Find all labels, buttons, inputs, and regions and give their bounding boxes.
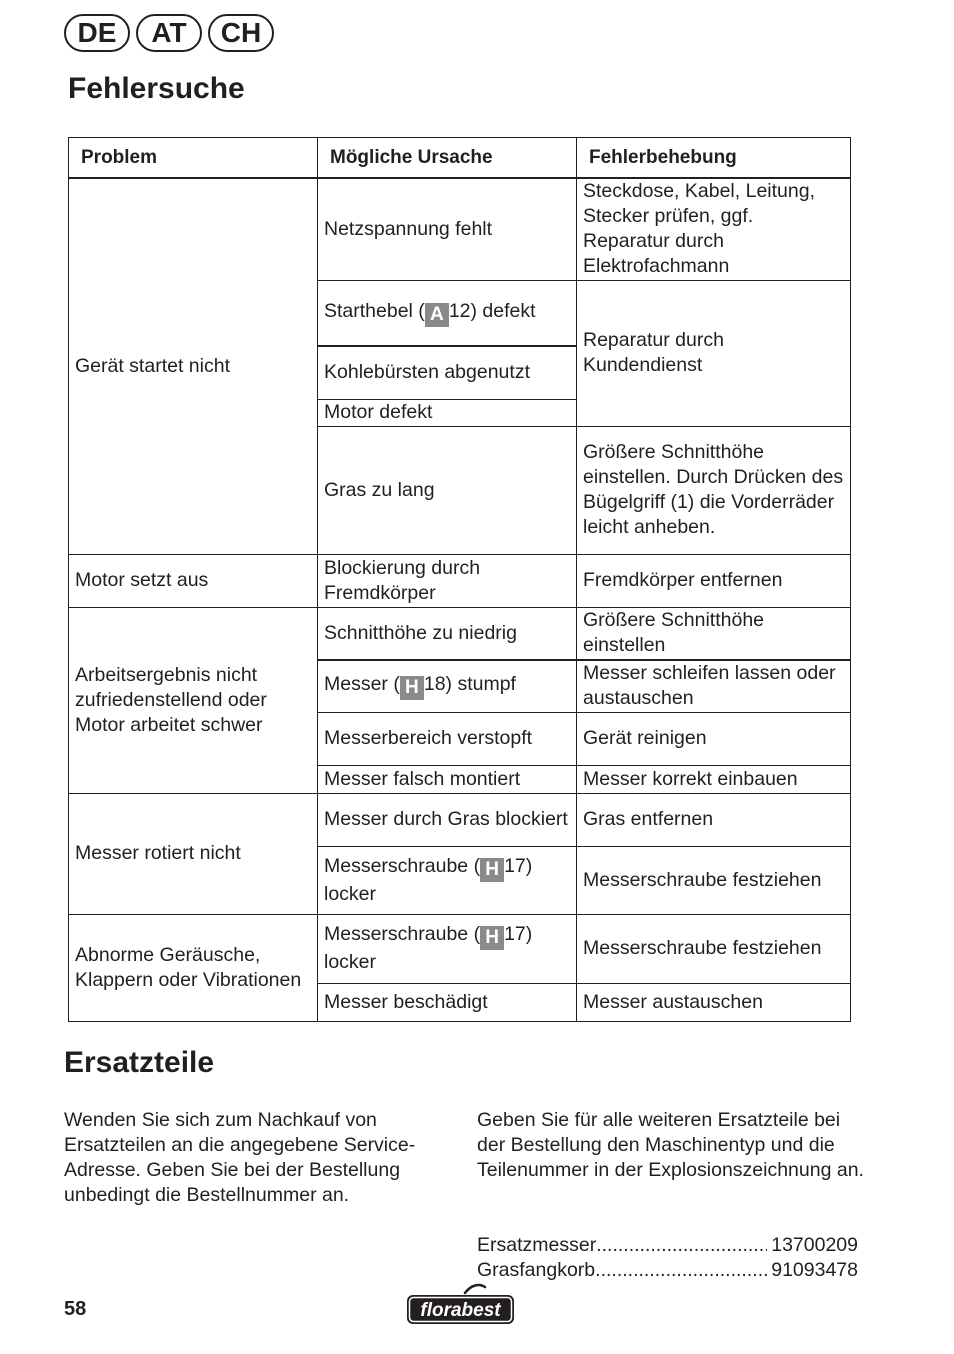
remedy-cell: Messer schleifen lassen oder austauschen: [577, 660, 851, 712]
header-problem: Problem: [69, 138, 318, 179]
country-badges: [64, 14, 274, 52]
remedy-cell: Reparatur durch Kundendienst: [577, 280, 851, 426]
remedy-cell: Fremdkörper entfernen: [577, 554, 851, 607]
header-cause: Mögliche Ursache: [318, 138, 577, 179]
troubleshooting-table: [68, 137, 851, 1022]
list-item: [477, 1233, 858, 1258]
part-name: Ersatzmesser: [477, 1234, 597, 1256]
table-row: [69, 178, 851, 280]
table-row: [69, 914, 851, 983]
cause-cell: Messer beschädigt: [318, 983, 577, 1021]
cause-cell: Schnitthöhe zu niedrig: [318, 607, 577, 660]
remedy-cell: Gras entfernen: [577, 793, 851, 846]
spare-parts-title: Ersatzteile: [64, 1046, 215, 1079]
remedy-cell: Steckdose, Kabel, Leitung, Stecker prüfen, ggf. Reparatur durch Elektrofachmann: [577, 178, 851, 280]
spare-parts-list: [477, 1233, 858, 1283]
cause-cell: Blockierung durch Fremdkörper: [318, 554, 577, 607]
cause-cell: Gras zu lang: [318, 426, 577, 554]
part-number: 13700209: [771, 1234, 858, 1256]
cause-text-after: 12) defekt: [448, 299, 536, 322]
reference-badge-icon: H: [400, 676, 424, 700]
cause-cell: Kohlebürsten abgenutzt: [318, 346, 577, 399]
cause-cell: Messerbereich verstopft: [318, 712, 577, 765]
reference-badge-icon: A: [425, 303, 449, 327]
spare-parts-right-column: [477, 1108, 867, 1183]
florabest-logo-graphic: [405, 1283, 517, 1327]
cause-text-before: Messer (: [324, 673, 400, 696]
spare-parts-left-text: Wenden Sie sich zum Nachkauf von Ersatzteilen an die angegebene Service-Adresse. Geben Sie bei der Bestellung unbedingt die Bestellnummer an.: [64, 1109, 416, 1206]
table-row: [69, 793, 851, 846]
problem-cell: Abnorme Geräusche, Klappern oder Vibrationen: [69, 914, 318, 1021]
cause-cell: Messer falsch montiert: [318, 765, 577, 793]
header-remedy: Fehlerbehebung: [577, 138, 851, 179]
list-item: [477, 1258, 858, 1283]
reference-badge-icon: H: [480, 858, 504, 882]
remedy-cell: Gerät reinigen: [577, 712, 851, 765]
table-row: [69, 607, 851, 660]
problem-cell: Messer rotiert nicht: [69, 793, 318, 914]
cause-text-before: Starthebel (: [324, 299, 425, 322]
dot-leader: [596, 1233, 767, 1258]
troubleshooting-title: Fehlersuche: [68, 72, 245, 105]
remedy-cell: Messerschraube festziehen: [577, 846, 851, 914]
florabest-logo: [405, 1283, 517, 1332]
page-number: 58: [64, 1298, 87, 1320]
remedy-cell: Größere Schnitthöhe einstellen. Durch Drücken des Bügelgriff (1) die Vorderräder leicht anheben.: [577, 426, 851, 554]
cause-text-before: Messerschraube (: [324, 923, 481, 945]
country-badge-ch: CH: [208, 14, 274, 52]
country-badge-at: AT: [136, 14, 202, 52]
remedy-cell: Größere Schnitthöhe einstellen: [577, 607, 851, 660]
spare-parts-right-text: Geben Sie für alle weiteren Ersatzteile bei der Bestellung den Maschinentyp und die Teilenummer in der Explosionszeichnung an.: [477, 1109, 864, 1181]
country-badge-de: DE: [64, 14, 130, 52]
cause-cell: Motor defekt: [318, 399, 577, 426]
remedy-cell: Messerschraube festziehen: [577, 914, 851, 983]
cause-cell: Messer durch Gras blockiert: [318, 793, 577, 846]
logo-wordmark: florabest: [420, 1300, 501, 1321]
cause-text-after: 17) locker: [324, 923, 533, 973]
cause-cell: [318, 660, 577, 712]
remedy-cell: Messer korrekt einbauen: [577, 765, 851, 793]
part-name: Grasfangkorb: [477, 1259, 596, 1281]
cause-cell: [318, 914, 577, 983]
spare-parts-left-column: [64, 1108, 444, 1208]
problem-cell: Gerät startet nicht: [69, 178, 318, 554]
cause-cell: Netzspannung fehlt: [318, 178, 577, 280]
problem-cell: Arbeitsergebnis nicht zufriedenstellend oder Motor arbeitet schwer: [69, 607, 318, 793]
remedy-cell: Messer austauschen: [577, 983, 851, 1021]
reference-badge-icon: H: [480, 926, 504, 950]
cause-text-before: Messerschraube (: [324, 854, 481, 877]
part-number: 91093478: [771, 1259, 858, 1281]
table-row: [69, 554, 851, 607]
cause-text-after: 18) stumpf: [423, 673, 516, 696]
table-header-row: [69, 138, 851, 179]
cause-cell: [318, 846, 577, 914]
problem-cell: Motor setzt aus: [69, 554, 318, 607]
dot-leader: [595, 1258, 767, 1283]
cause-text-after: 17) locker: [324, 854, 533, 905]
cause-cell: [318, 280, 577, 346]
